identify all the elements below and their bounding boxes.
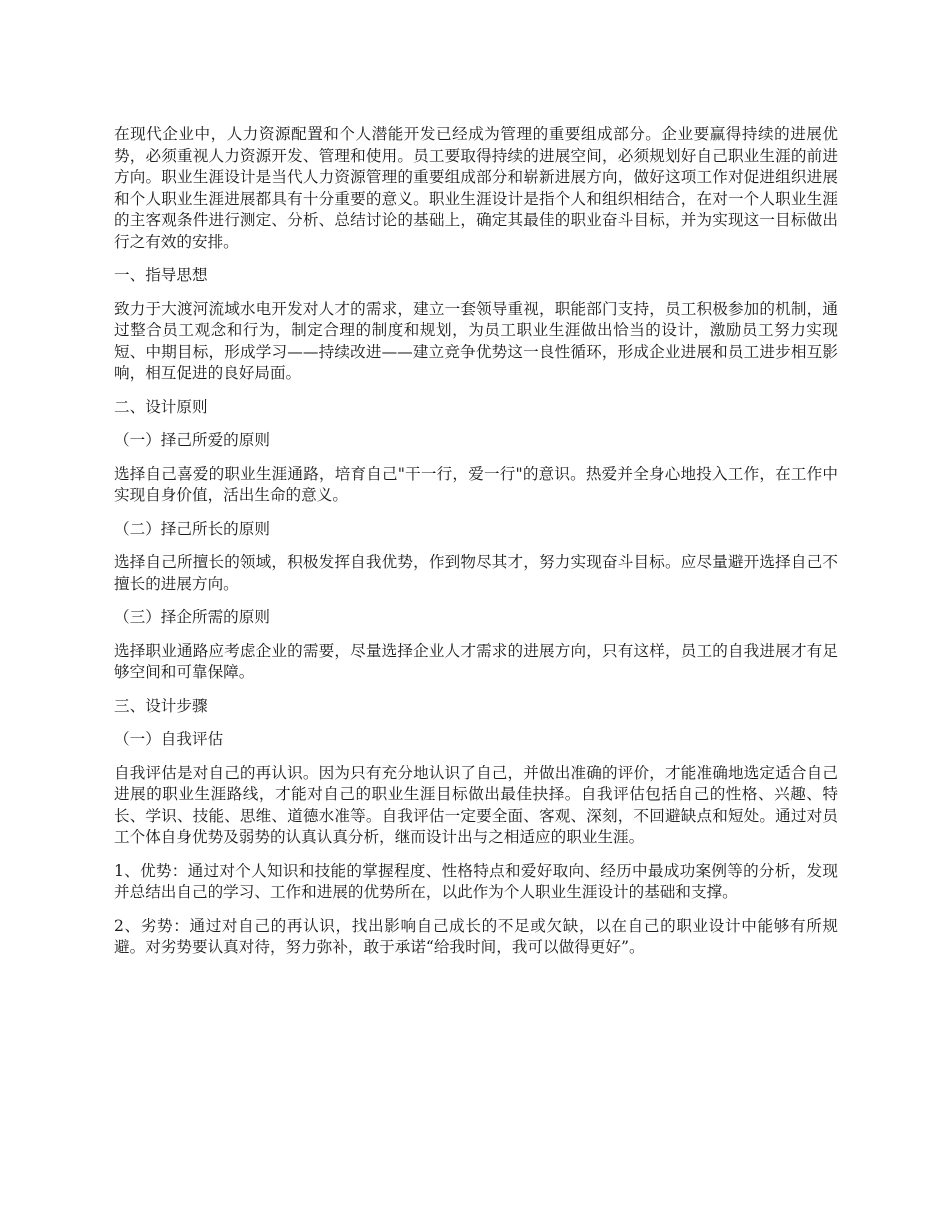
- principle-strength-paragraph: 选择自己所擅长的领域，积极发挥自我优势，作到物尽其才，努力实现奋斗目标。应尽量避开选择自己不擅长的进展方向。: [114, 553, 838, 593]
- step-heading-self-assessment: （一）自我评估: [114, 730, 224, 748]
- principle-heading-strength: （二）择己所长的原则: [114, 519, 270, 538]
- section-heading-design-principles: 二、设计原则: [114, 397, 208, 416]
- principle-need-paragraph: 选择职业通路应考虑企业的需要，尽量选择企业人才需求的进展方向，只有这样，员工的自我进展才有足够空间和可靠保障。: [114, 641, 838, 681]
- intro-paragraph: 在现代企业中，人力资源配置和个人潜能开发已经成为管理的重要组成部分。企业要赢得持续的进展优势，必须重视人力资源开发、管理和使用。员工要取得持续的进展空间，必须规划好自己职业生涯的前进方向。职业生涯设计是当代人力资源管理的重要组成部分和崭新进展方向，做好这项工作对促进组织进展和个人职业生涯进展都具有十分重要的意义。职业生涯设计是指个人和组织相结合，在对一个人职业生涯的主客观条件进行测定、分析、总结讨论的基础上，确定其最佳的职业奋斗目标，并为实现这一目标做出行之有效的安排。: [114, 125, 838, 251]
- section-heading-design-steps: 三、设计步骤: [114, 696, 208, 715]
- document-page: [114, 124, 838, 971]
- principle-heading-love: （一）择己所爱的原则: [114, 431, 270, 449]
- self-assessment-paragraph: 自我评估是对自己的再认识。因为只有充分地认识了自己，并做出准确的评价，才能准确地选定适合自己进展的职业生涯路线，才能对自己的职业生涯目标做出最佳抉择。自我评估包括自己的性格、兴趣、特长、学识、技能、思维、道德水准等。自我评估一定要全面、客观、深刻，不回避缺点和短处。通过对员工个体自身优势及弱势的认真认真分析，继而设计出与之相适应的职业生涯。: [114, 763, 838, 846]
- section-heading-guiding-ideology: 一、指导思想: [114, 266, 208, 284]
- guiding-ideology-paragraph: 致力于大渡河流域水电开发对人才的需求，建立一套领导重视，职能部门支持，员工积极参加的机制，通过整合员工观念和行为，制定合理的制度和规划，为员工职业生涯做出恰当的设计，激励员工努力实现短、中期目标，形成学习——持续改进——建立竞争优势这一良性循环，形成企业进展和员工进步相互影响，相互促进的良好局面。: [114, 299, 838, 382]
- principle-love-paragraph: 选择自己喜爱的职业生涯通路，培育自己"干一行，爱一行"的意识。热爱并全身心地投入工作，在工作中实现自身价值，活出生命的意义。: [114, 464, 838, 504]
- principle-heading-need: （三）择企所需的原则: [114, 608, 270, 626]
- weakness-paragraph: 2、劣势：通过对自己的再认识，找出影响自己成长的不足或欠缺，以在自己的职业设计中能够有所规避。对劣势要认真对待，努力弥补，敢于承诺“给我时间，我可以做得更好”。: [114, 916, 838, 956]
- strength-paragraph: 1、优势：通过对个人知识和技能的掌握程度、性格特点和爱好取向、经历中最成功案例等的分析，发现并总结出自己的学习、工作和进展的优势所在，以此作为个人职业生涯设计的基础和支撑。: [114, 861, 838, 901]
